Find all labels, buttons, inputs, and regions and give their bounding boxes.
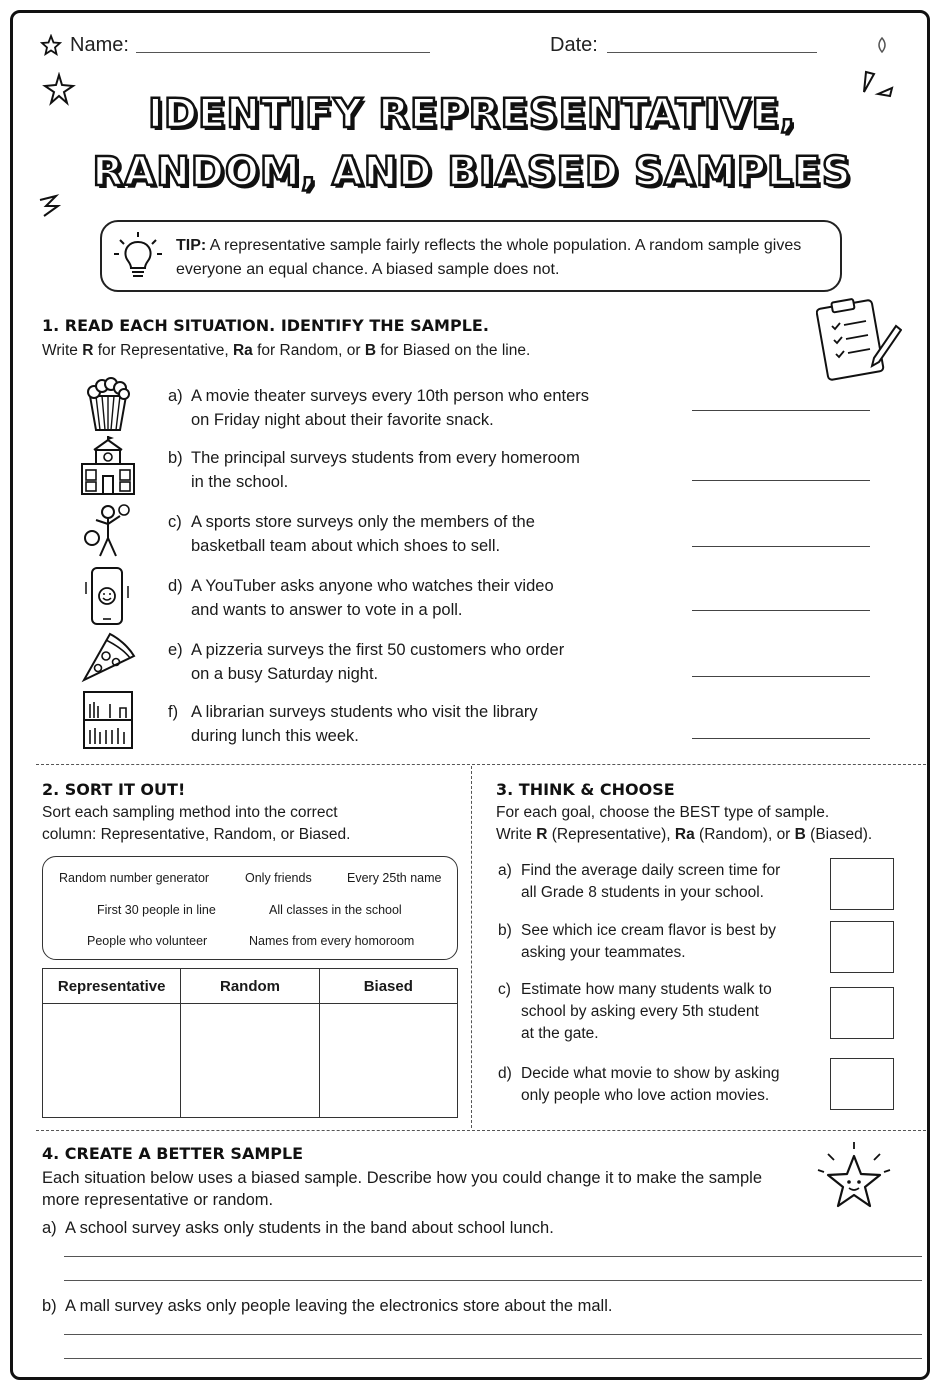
column-divider bbox=[471, 766, 472, 1128]
tip-text bbox=[176, 234, 826, 282]
method-chip[interactable]: First 30 people in line bbox=[97, 903, 216, 917]
situation-f: f) A librarian surveys students who visit the library during lunch this week. bbox=[168, 703, 538, 745]
sort-cell-biased[interactable] bbox=[319, 1004, 457, 1118]
situation-e: e) A pizzeria surveys the first 50 customers who order on a busy Saturday night. bbox=[168, 641, 565, 683]
section-1-instructions: Write R for Representative, Ra for Random, or B for Biased on the line. bbox=[42, 342, 531, 359]
sort-table bbox=[42, 968, 458, 1118]
situation-d: d) A YouTuber asks anyone who watches their video and wants to answer to vote in a poll. bbox=[168, 577, 554, 619]
goal-c: c) Estimate how many students walk to school by asking every 5th student at the gate. bbox=[498, 981, 772, 1042]
pizza-icon bbox=[76, 628, 140, 688]
worksheet-title-line-1: IDENTIFY REPRESENTATIVE, bbox=[147, 91, 797, 137]
section-1-heading: 1. READ EACH SITUATION. IDENTIFY THE SAMPLE. bbox=[42, 316, 489, 335]
method-chip[interactable]: Every 25th name bbox=[347, 871, 442, 885]
write-line-a-1[interactable] bbox=[64, 1256, 922, 1257]
section-4-line-1: Each situation below uses a biased sample. Describe how you could change it to make the sample bbox=[42, 1169, 762, 1187]
situation-b: b) The principal surveys students from every homeroom in the school. bbox=[168, 449, 580, 491]
date-field[interactable] bbox=[607, 52, 817, 53]
answer-line-a[interactable] bbox=[692, 410, 870, 411]
drop-icon bbox=[874, 36, 890, 54]
method-bank bbox=[42, 856, 458, 960]
answer-box-b[interactable] bbox=[830, 921, 894, 973]
name-label: Name: bbox=[70, 34, 129, 56]
method-chip[interactable]: Names from every homoroom bbox=[249, 934, 415, 948]
worksheet-title-line-2: RANDOM, AND BIASED SAMPLES bbox=[92, 149, 852, 195]
goal-a: a) Find the average daily screen time for all Grade 8 students in your school. bbox=[498, 862, 781, 901]
column-header-biased: Biased bbox=[319, 969, 457, 1004]
lightbulb-icon bbox=[112, 230, 164, 284]
clipboard-icon bbox=[816, 296, 902, 382]
section-4-line-2: more representative or random. bbox=[42, 1191, 274, 1209]
section-divider bbox=[36, 764, 926, 765]
column-header-representative: Representative bbox=[43, 969, 181, 1004]
section-3-heading: 3. THINK & CHOOSE bbox=[496, 780, 675, 799]
section-divider bbox=[36, 1130, 926, 1131]
write-line-a-2[interactable] bbox=[64, 1280, 922, 1281]
bookshelf-icon bbox=[76, 690, 140, 750]
write-line-b-1[interactable] bbox=[64, 1334, 922, 1335]
column-header-random: Random bbox=[181, 969, 319, 1004]
method-chip[interactable]: Only friends bbox=[245, 871, 312, 885]
sort-cell-random[interactable] bbox=[181, 1004, 319, 1118]
sort-cell-representative[interactable] bbox=[43, 1004, 181, 1118]
answer-line-e[interactable] bbox=[692, 676, 870, 677]
answer-line-b[interactable] bbox=[692, 480, 870, 481]
tip-box bbox=[100, 220, 842, 292]
section-2-line-1: Sort each sampling method into the correct bbox=[42, 804, 338, 821]
answer-box-a[interactable] bbox=[830, 858, 894, 910]
method-chip[interactable]: Random number generator bbox=[59, 871, 210, 885]
star-icon bbox=[40, 34, 62, 56]
section-3-line-2: Write R (Representative), Ra (Random), or B (Biased). bbox=[496, 826, 873, 843]
method-chip[interactable]: People who volunteer bbox=[87, 934, 208, 948]
method-chip[interactable]: All classes in the school bbox=[269, 903, 402, 917]
tip-body: A representative sample fairly reflects the whole population. A random sample gives everyone an equal chance. A biased sample does not. bbox=[176, 237, 802, 278]
popcorn-icon bbox=[76, 374, 140, 434]
tip-label: TIP: bbox=[176, 237, 207, 254]
answer-line-f[interactable] bbox=[692, 738, 870, 739]
goal-d: d) Decide what movie to show by asking only people who love action movies. bbox=[498, 1065, 780, 1104]
section-4-heading: 4. CREATE A BETTER SAMPLE bbox=[42, 1144, 304, 1163]
smiling-star-icon bbox=[814, 1140, 894, 1222]
answer-box-d[interactable] bbox=[830, 1058, 894, 1110]
answer-line-c[interactable] bbox=[692, 546, 870, 547]
school-icon bbox=[76, 436, 140, 496]
name-field[interactable] bbox=[136, 52, 430, 53]
section-2-heading: 2. SORT IT OUT! bbox=[42, 780, 186, 799]
prompt-a: a) A school survey asks only students in the band about school lunch. bbox=[42, 1219, 554, 1237]
situation-c: c) A sports store surveys only the members of the basketball team about which shoes to sell. bbox=[168, 513, 535, 555]
prompt-b: b) A mall survey asks only people leaving the electronics store about the mall. bbox=[42, 1297, 613, 1315]
write-line-b-2[interactable] bbox=[64, 1358, 922, 1359]
answer-line-d[interactable] bbox=[692, 610, 870, 611]
answer-box-c[interactable] bbox=[830, 987, 894, 1039]
phone-icon bbox=[76, 566, 140, 626]
basketball-player-icon bbox=[76, 502, 140, 562]
situation-a: a) A movie theater surveys every 10th person who enters on Friday night about their favorite snack. bbox=[168, 387, 590, 429]
section-2-line-2: column: Representative, Random, or Biased. bbox=[42, 826, 351, 843]
goal-b: b) See which ice cream flavor is best by asking your teammates. bbox=[498, 922, 776, 961]
date-label: Date: bbox=[550, 34, 598, 56]
section-3-line-1: For each goal, choose the BEST type of sample. bbox=[496, 804, 830, 821]
